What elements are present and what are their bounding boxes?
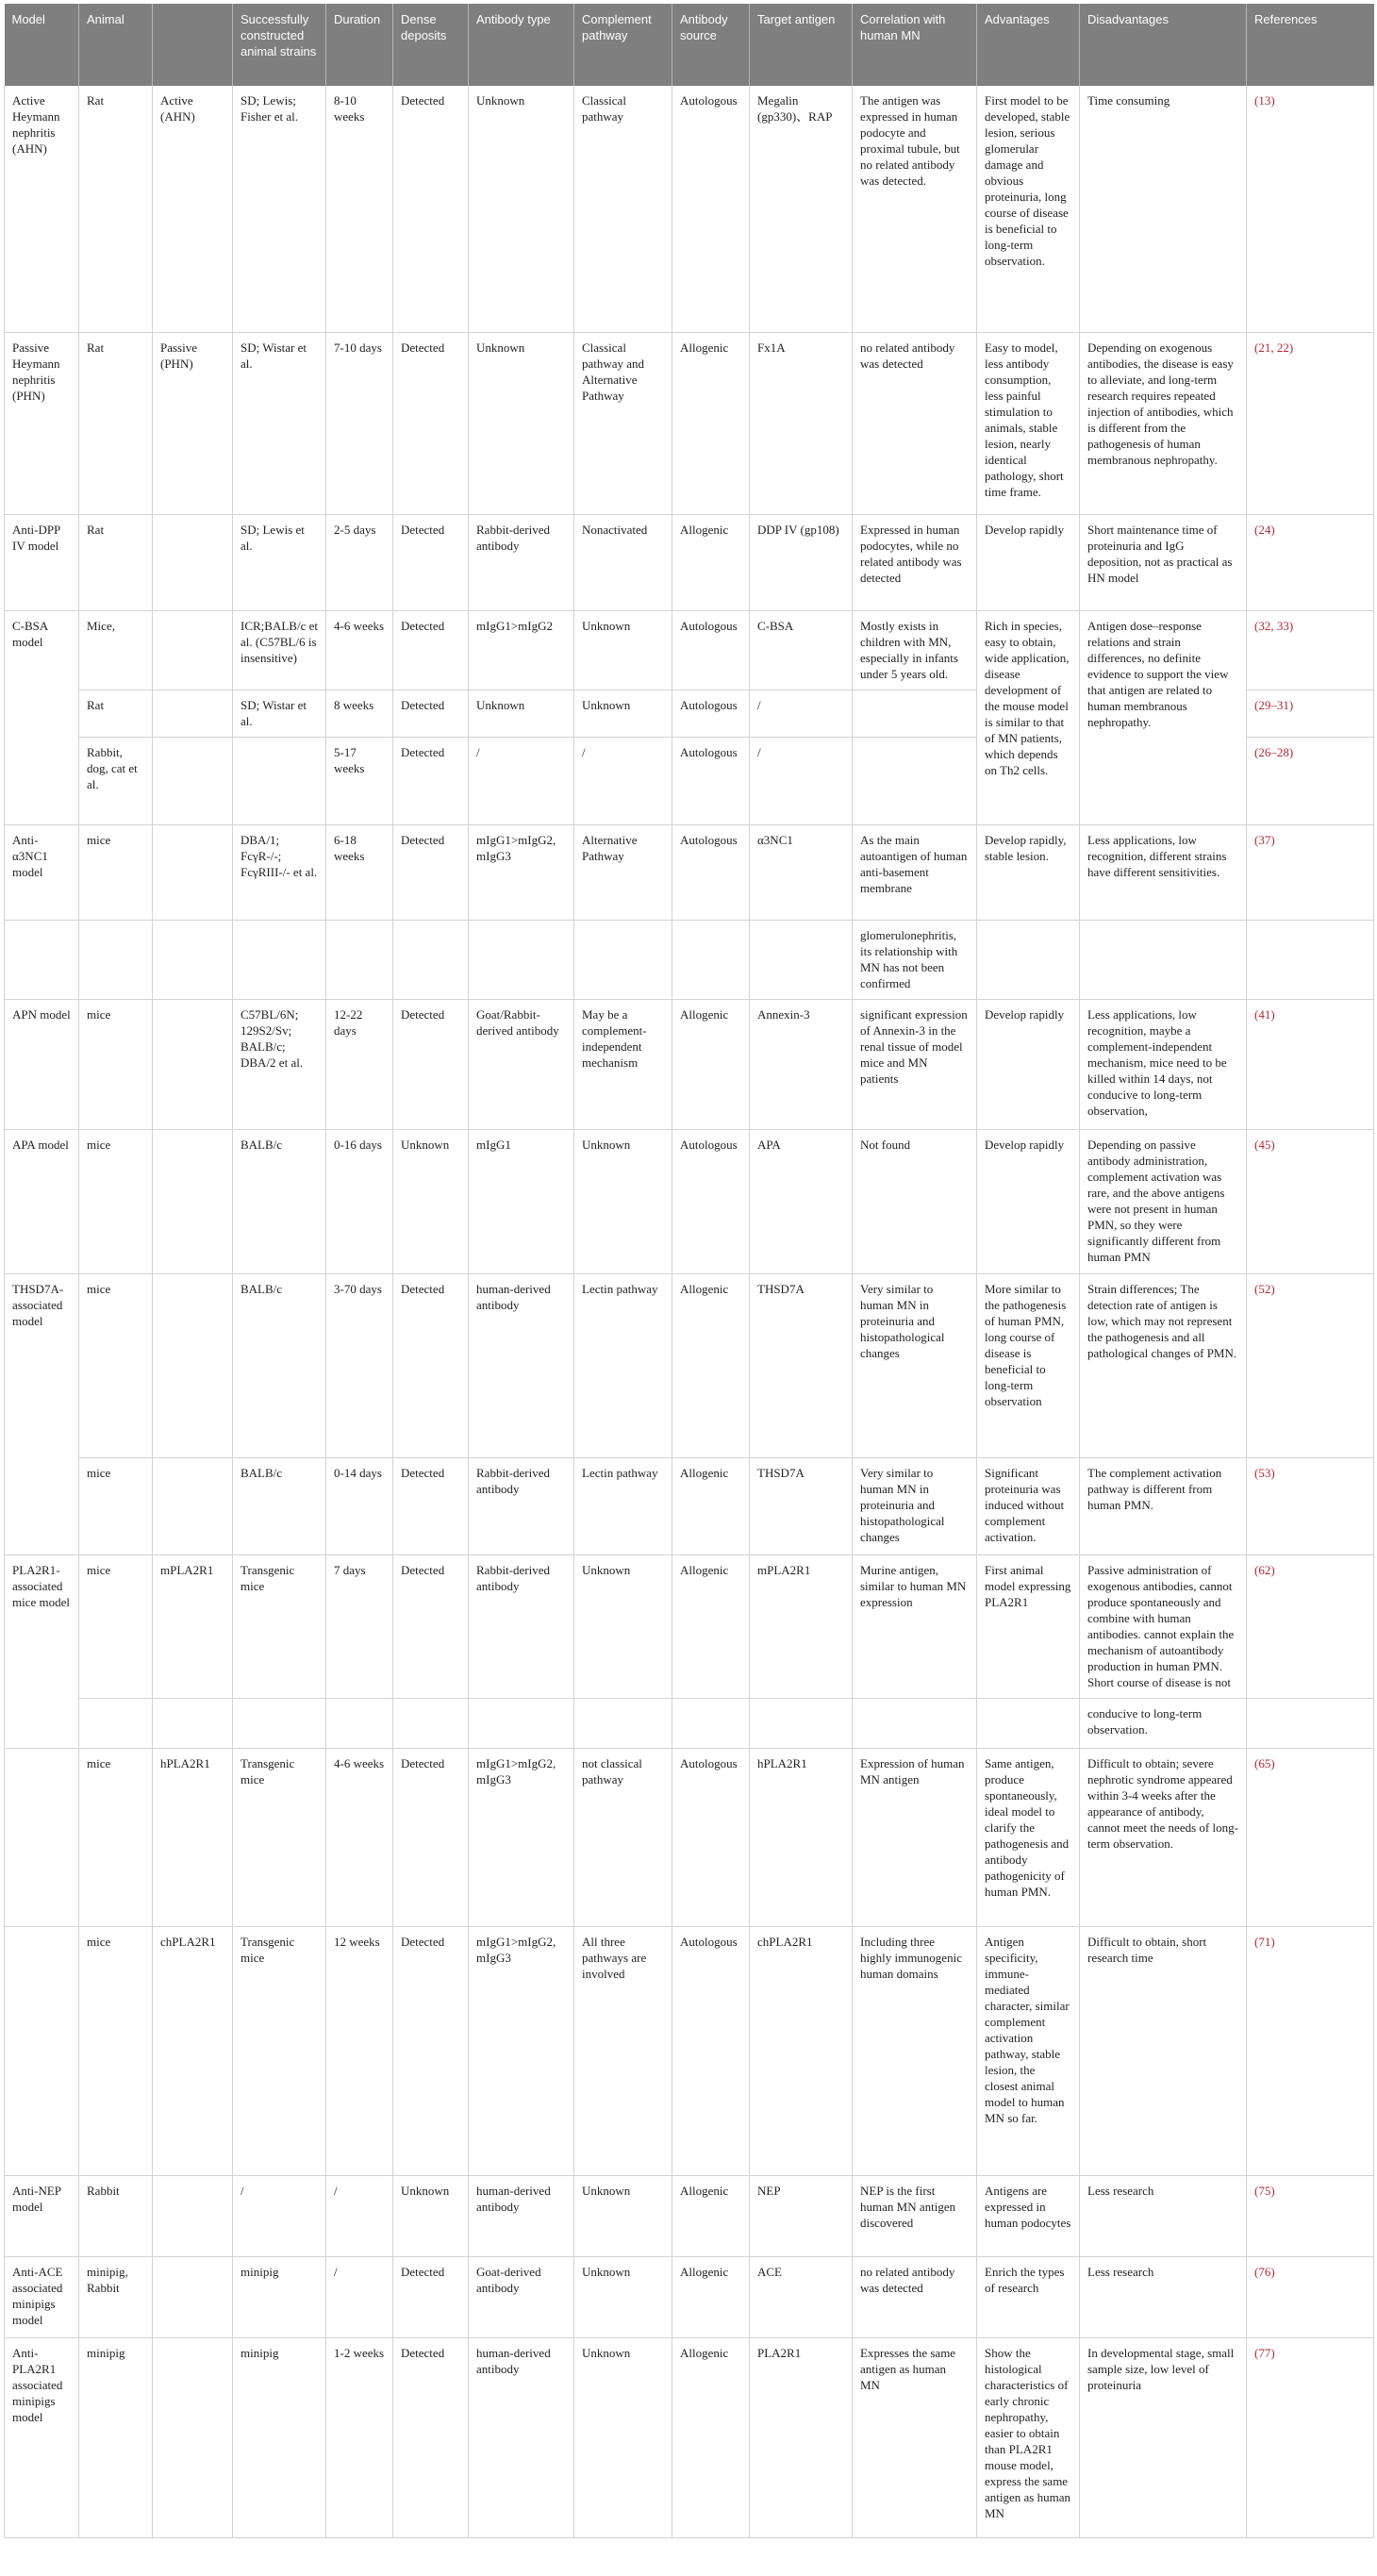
table-cell	[153, 2175, 233, 2256]
table-cell: significant expression of Annexin-3 in the renal tissue of model mice and MN patients	[853, 999, 977, 1129]
table-cell: mice	[79, 1457, 153, 1554]
table-cell: Autologous	[672, 610, 750, 690]
table-cell: Allogenic	[672, 332, 750, 514]
table-cell: May be a complement-independent mechanism	[574, 999, 672, 1129]
table-cell	[574, 920, 672, 999]
table-cell: /	[750, 737, 853, 824]
table-cell: Depending on passive antibody administration, complement activation was rare, and the above antigens were not present in human PMN, so they were significantly different from human PMN	[1080, 1129, 1247, 1273]
header-row	[5, 4, 1374, 86]
table-cell: mIgG1	[469, 1129, 574, 1273]
table-cell	[153, 2337, 233, 2537]
table-cell: Passive (PHN)	[153, 332, 233, 514]
table-cell: 2-5 days	[326, 514, 393, 610]
table-cell: Expression of human MN antigen	[853, 1748, 977, 1926]
table-cell: Short maintenance time of proteinuria and IgG deposition, not as practical as HN model	[1080, 514, 1247, 610]
reference-cell: (52)	[1247, 1273, 1374, 1457]
col-header-strains: Successfully constructed animal strains	[233, 4, 326, 86]
table-cell: The antigen was expressed in human podocyte and proximal tubule, but no related antibody was detected.	[853, 86, 977, 332]
table-cell: mice	[79, 824, 153, 920]
table-cell: mice	[79, 1748, 153, 1926]
table-cell: Antigen specificity, immune-mediated character, similar complement activation pathway, stable lesion, the closest animal model to human MN so far.	[977, 1926, 1080, 2175]
table-cell: Less applications, low recognition, different strains have different sensitivities.	[1080, 824, 1247, 920]
table-cell	[153, 824, 233, 920]
table-cell: The complement activation pathway is different from human PMN.	[1080, 1457, 1247, 1554]
table-cell: Active (AHN)	[153, 86, 233, 332]
table-cell	[5, 1748, 79, 1926]
table-cell: Rabbit, dog, cat et al.	[79, 737, 153, 824]
table-cell: 4-6 weeks	[326, 610, 393, 690]
table-row	[5, 1554, 1374, 1698]
table-cell: BALB/c	[233, 1273, 326, 1457]
table-cell: minipig	[79, 2337, 153, 2537]
table-cell: Antigen dose–response relations and strain differences, no definite evidence to support the view that antigen are related to human membranous nephropathy.	[1080, 610, 1247, 824]
table-cell: C57BL/6N; 129S2/Sv; BALB/c; DBA/2 et al.	[233, 999, 326, 1129]
table-cell: Mostly exists in children with MN, especially in infants under 5 years old.	[853, 610, 977, 690]
table-cell: mIgG1>mIgG2, mIgG3	[469, 1748, 574, 1926]
table-cell: Rabbit-derived antibody	[469, 514, 574, 610]
table-cell: Nonactivated	[574, 514, 672, 610]
reference-cell: (29–31)	[1247, 690, 1374, 737]
table-cell	[393, 920, 469, 999]
table-cell	[153, 999, 233, 1129]
table-cell: no related antibody was detected	[853, 2256, 977, 2337]
reference-cell: (37)	[1247, 824, 1374, 920]
table-cell: Autologous	[672, 1748, 750, 1926]
table-cell: Detected	[393, 2256, 469, 2337]
table-cell: Difficult to obtain, short research time	[1080, 1926, 1247, 2175]
reference-cell: (71)	[1247, 1926, 1374, 2175]
table-cell: Detected	[393, 690, 469, 737]
table-cell: Detected	[393, 2337, 469, 2537]
table-cell	[153, 2256, 233, 2337]
table-cell: minipig, Rabbit	[79, 2256, 153, 2337]
reference-cell: (77)	[1247, 2337, 1374, 2537]
table-cell: Very similar to human MN in proteinuria and histopathological changes	[853, 1457, 977, 1554]
table-row	[5, 824, 1374, 920]
table-cell: Rich in species, easy to obtain, wide application, disease development of the mouse model is similar to that of MN patients, which depends on Th2 cells.	[977, 610, 1080, 824]
col-header-animal: Animal	[79, 4, 153, 86]
table-cell: Antigens are expressed in human podocytes	[977, 2175, 1080, 2256]
table-body	[5, 86, 1374, 2537]
table-cell: Passive Heymann nephritis (PHN)	[5, 332, 79, 514]
table-cell: Lectin pathway	[574, 1273, 672, 1457]
table-cell: APA	[750, 1129, 853, 1273]
col-header-references: References	[1247, 4, 1374, 86]
table-cell: Less research	[1080, 2256, 1247, 2337]
table-cell	[5, 920, 79, 999]
table-row	[5, 2175, 1374, 2256]
table-cell: human-derived antibody	[469, 2175, 574, 2256]
table-cell: Detected	[393, 332, 469, 514]
table-cell: Detected	[393, 1554, 469, 1698]
table-cell: THSD7A	[750, 1457, 853, 1554]
table-cell: Allogenic	[672, 1273, 750, 1457]
table-row	[5, 1129, 1374, 1273]
table-row	[5, 1457, 1374, 1554]
table-row	[5, 1698, 1374, 1748]
table-cell: mPLA2R1	[750, 1554, 853, 1698]
table-cell: Unknown	[469, 690, 574, 737]
animal-models-table	[4, 4, 1374, 2538]
table-cell: NEP is the first human MN antigen discovered	[853, 2175, 977, 2256]
table-cell: SD; Wistar et al.	[233, 690, 326, 737]
table-cell	[750, 1698, 853, 1748]
table-cell	[574, 1698, 672, 1748]
table-cell: Unknown	[574, 690, 672, 737]
table-cell	[153, 1457, 233, 1554]
table-cell: First animal model expressing PLA2R1	[977, 1554, 1080, 1698]
table-cell: Develop rapidly, stable lesion.	[977, 824, 1080, 920]
table-cell: Including three highly immunogenic human domains	[853, 1926, 977, 2175]
reference-cell: (75)	[1247, 2175, 1374, 2256]
table-cell: Unknown	[574, 2337, 672, 2537]
table-cell: Anti-PLA2R1 associated minipigs model	[5, 2337, 79, 2537]
table-cell: PLA2R1	[750, 2337, 853, 2537]
table-cell: SD; Lewis; Fisher et al.	[233, 86, 326, 332]
table-cell: BALB/c	[233, 1129, 326, 1273]
table-cell	[1247, 920, 1374, 999]
table-cell: 7-10 days	[326, 332, 393, 514]
table-cell: Allogenic	[672, 2175, 750, 2256]
reference-cell: (21, 22)	[1247, 332, 1374, 514]
table-cell	[153, 690, 233, 737]
table-cell: 4-6 weeks	[326, 1748, 393, 1926]
table-cell: Murine antigen, similar to human MN expression	[853, 1554, 977, 1698]
table-cell	[233, 1698, 326, 1748]
table-cell: Allogenic	[672, 1554, 750, 1698]
table-cell: Unknown	[469, 332, 574, 514]
table-cell	[672, 1698, 750, 1748]
table-cell: Allogenic	[672, 514, 750, 610]
table-cell: /	[233, 2175, 326, 2256]
table-row	[5, 2337, 1374, 2537]
reference-cell: (76)	[1247, 2256, 1374, 2337]
table-cell: human-derived antibody	[469, 1273, 574, 1457]
table-cell: Develop rapidly	[977, 514, 1080, 610]
table-cell	[79, 1698, 153, 1748]
table-cell: Unknown	[393, 2175, 469, 2256]
table-cell: Rabbit-derived antibody	[469, 1554, 574, 1698]
table-cell: All three pathways are involved	[574, 1926, 672, 2175]
table-cell: Autologous	[672, 1129, 750, 1273]
table-cell	[326, 1698, 393, 1748]
col-header-model: Model	[5, 4, 79, 86]
table-cell: SD; Wistar et al.	[233, 332, 326, 514]
table-cell: Not found	[853, 1129, 977, 1273]
table-cell	[853, 690, 977, 737]
reference-cell: (26–28)	[1247, 737, 1374, 824]
table-cell: 8-10 weeks	[326, 86, 393, 332]
table-cell: mice	[79, 1554, 153, 1698]
table-cell: Transgenic mice	[233, 1926, 326, 2175]
table-cell: Autologous	[672, 1926, 750, 2175]
table-cell: 5-17 weeks	[326, 737, 393, 824]
table-cell: minipig	[233, 2256, 326, 2337]
table-cell: /	[469, 737, 574, 824]
table-cell: Significant proteinuria was induced without complement activation.	[977, 1457, 1080, 1554]
table-row	[5, 999, 1374, 1129]
col-header-complement-pathway: Complement pathway	[574, 4, 672, 86]
table-cell: α3NC1	[750, 824, 853, 920]
table-cell: Rat	[79, 332, 153, 514]
col-header-variant	[153, 4, 233, 86]
table-cell: Same antigen, produce spontaneously, ideal model to clarify the pathogenesis and antibody pathogenicity of human PMN.	[977, 1748, 1080, 1926]
table-cell: Rat	[79, 690, 153, 737]
table-cell: /	[574, 737, 672, 824]
col-header-correlation: Correlation with human MN	[853, 4, 977, 86]
table-cell: Autologous	[672, 737, 750, 824]
table-cell: Depending on exogenous antibodies, the disease is easy to alleviate, and long-term research requires repeated injection of antibodies, which is different from the pathogenesis of human membranous nephropathy.	[1080, 332, 1247, 514]
reference-cell: (62)	[1247, 1554, 1374, 1698]
table-cell	[233, 737, 326, 824]
reference-cell: (13)	[1247, 86, 1374, 332]
table-cell: Enrich the types of research	[977, 2256, 1080, 2337]
table-cell: Passive administration of exogenous antibodies, cannot produce spontaneously and combine with human antibodies. cannot explain the mechanism of autoantibody production in human PMN. Short course of disease is not	[1080, 1554, 1247, 1698]
table-cell: Anti-NEP model	[5, 2175, 79, 2256]
table-cell: Rat	[79, 86, 153, 332]
table-cell	[853, 1698, 977, 1748]
table-cell: Anti-α3NC1 model	[5, 824, 79, 920]
table-cell: Very similar to human MN in proteinuria and histopathological changes	[853, 1273, 977, 1457]
table-cell	[153, 610, 233, 690]
table-cell: ACE	[750, 2256, 853, 2337]
table-cell: Unknown	[574, 2256, 672, 2337]
col-header-advantages: Advantages	[977, 4, 1080, 86]
table-cell: Difficult to obtain; severe nephrotic syndrome appeared within 3-4 weeks after the appearance of antibody, cannot meet the needs of long-term observation.	[1080, 1748, 1247, 1926]
table-cell: Fx1A	[750, 332, 853, 514]
table-cell: 8 weeks	[326, 690, 393, 737]
table-cell: /	[326, 2175, 393, 2256]
table-cell	[672, 920, 750, 999]
table-cell	[153, 737, 233, 824]
table-cell	[153, 1698, 233, 1748]
table-cell: hPLA2R1	[750, 1748, 853, 1926]
table-row	[5, 920, 1374, 999]
table-cell: Detected	[393, 824, 469, 920]
table-cell: mPLA2R1	[153, 1554, 233, 1698]
table-cell: mice	[79, 999, 153, 1129]
table-cell: In developmental stage, small sample size, low level of proteinuria	[1080, 2337, 1247, 2537]
table-cell: 3-70 days	[326, 1273, 393, 1457]
table-cell: mice	[79, 1926, 153, 2175]
table-cell: Show the histological characteristics of early chronic nephropathy, easier to obtain than PLA2R1 mouse model, express the same antigen as human MN	[977, 2337, 1080, 2537]
table-cell: Detected	[393, 1273, 469, 1457]
table-cell: Classical pathway and Alternative Pathway	[574, 332, 672, 514]
table-cell: Expresses the same antigen as human MN	[853, 2337, 977, 2537]
table-cell: 1-2 weeks	[326, 2337, 393, 2537]
table-cell: Unknown	[574, 2175, 672, 2256]
table-cell: Less applications, low recognition, maybe a complement-independent mechanism, mice need to be killed within 14 days, not conducive to long-term observation,	[1080, 999, 1247, 1129]
table-cell: 6-18 weeks	[326, 824, 393, 920]
table-cell	[153, 1273, 233, 1457]
col-header-antibody-type: Antibody type	[469, 4, 574, 86]
table-cell: 0-16 days	[326, 1129, 393, 1273]
table-cell: Detected	[393, 1457, 469, 1554]
table-cell: 12-22 days	[326, 999, 393, 1129]
table-row	[5, 610, 1374, 690]
table-row	[5, 1273, 1374, 1457]
table-cell	[153, 1129, 233, 1273]
table-cell: DBA/1; FcγR-/-; FcγRIII-/- et al.	[233, 824, 326, 920]
table-cell: conducive to long-term observation.	[1080, 1698, 1247, 1748]
table-cell: Detected	[393, 86, 469, 332]
table-cell: chPLA2R1	[153, 1926, 233, 2175]
table-cell: Active Heymann nephritis (AHN)	[5, 86, 79, 332]
table-cell: Strain differences; The detection rate of antigen is low, which may not represent the pathogenesis and all pathological changes of PMN.	[1080, 1273, 1247, 1457]
table-cell: NEP	[750, 2175, 853, 2256]
table-row	[5, 332, 1374, 514]
table-cell: Unknown	[393, 1129, 469, 1273]
table-cell: Goat-derived antibody	[469, 2256, 574, 2337]
table-cell: 12 weeks	[326, 1926, 393, 2175]
table-cell	[1080, 920, 1247, 999]
table-cell: 0-14 days	[326, 1457, 393, 1554]
table-cell: THSD7A-associated model	[5, 1273, 79, 1554]
table-cell	[977, 920, 1080, 999]
table-cell: chPLA2R1	[750, 1926, 853, 2175]
col-header-antibody-source: Antibody source	[672, 4, 750, 86]
table-cell: Allogenic	[672, 1457, 750, 1554]
table-cell	[153, 514, 233, 610]
table-cell: Detected	[393, 1926, 469, 2175]
table-cell: no related antibody was detected	[853, 332, 977, 514]
table-cell: Transgenic mice	[233, 1554, 326, 1698]
table-cell: Classical pathway	[574, 86, 672, 332]
table-cell: Transgenic mice	[233, 1748, 326, 1926]
table-cell: More similar to the pathogenesis of human PMN, long course of disease is beneficial to long-term observation	[977, 1273, 1080, 1457]
table-cell	[1247, 1698, 1374, 1748]
table-cell	[853, 737, 977, 824]
table-cell: Annexin-3	[750, 999, 853, 1129]
table-row	[5, 1748, 1374, 1926]
table-cell: mice	[79, 1273, 153, 1457]
table-cell: Allogenic	[672, 2256, 750, 2337]
table-cell: mIgG1>mIgG2, mIgG3	[469, 1926, 574, 2175]
table-cell: Alternative Pathway	[574, 824, 672, 920]
table-cell: Rat	[79, 514, 153, 610]
table-cell	[977, 1698, 1080, 1748]
table-cell	[233, 920, 326, 999]
col-header-dense-deposits: Dense deposits	[393, 4, 469, 86]
table-cell: First model to be developed, stable lesion, serious glomerular damage and obvious proteinuria, long course of disease is beneficial to long-term observation.	[977, 86, 1080, 332]
table-cell: SD; Lewis et al.	[233, 514, 326, 610]
table-cell: mice	[79, 1129, 153, 1273]
table-cell: BALB/c	[233, 1457, 326, 1554]
table-cell: C-BSA model	[5, 610, 79, 824]
table-cell: Detected	[393, 514, 469, 610]
table-cell: Autologous	[672, 824, 750, 920]
table-cell: mIgG1>mIgG2	[469, 610, 574, 690]
table-cell: Detected	[393, 737, 469, 824]
table-cell: not classical pathway	[574, 1748, 672, 1926]
table-cell: Rabbit-derived antibody	[469, 1457, 574, 1554]
table-row	[5, 514, 1374, 610]
table-cell: glomerulonephritis, its relationship with MN has not been confirmed	[853, 920, 977, 999]
reference-cell: (24)	[1247, 514, 1374, 610]
table-cell: Goat/Rabbit-derived antibody	[469, 999, 574, 1129]
table-cell: Autologous	[672, 690, 750, 737]
table-row	[5, 2256, 1374, 2337]
table-cell: /	[326, 2256, 393, 2337]
table-cell: As the main autoantigen of human anti-basement membrane	[853, 824, 977, 920]
table-cell: Lectin pathway	[574, 1457, 672, 1554]
table-cell: minipig	[233, 2337, 326, 2537]
table-cell: PLA2R1-associated mice model	[5, 1554, 79, 1748]
table-cell: Time consuming	[1080, 86, 1247, 332]
table-row	[5, 1926, 1374, 2175]
table-cell: ICR;BALB/c et al. (C57BL/6 is insensitive)	[233, 610, 326, 690]
reference-cell: (53)	[1247, 1457, 1374, 1554]
table-cell: Mice,	[79, 610, 153, 690]
table-cell: mIgG1>mIgG2, mIgG3	[469, 824, 574, 920]
table-cell	[79, 920, 153, 999]
table-cell: THSD7A	[750, 1273, 853, 1457]
table-cell: Easy to model, less antibody consumption, less painful stimulation to animals, stable lesion, nearly identical pathology, short time frame.	[977, 332, 1080, 514]
table-cell	[750, 920, 853, 999]
table-cell: 7 days	[326, 1554, 393, 1698]
table-cell: Anti-DPP IV model	[5, 514, 79, 610]
reference-cell: (41)	[1247, 999, 1374, 1129]
table-cell: Unknown	[574, 1129, 672, 1273]
table-row	[5, 86, 1374, 332]
table-cell	[153, 920, 233, 999]
table-cell: Detected	[393, 1748, 469, 1926]
table-cell: Expressed in human podocytes, while no related antibody was detected	[853, 514, 977, 610]
table-cell	[326, 920, 393, 999]
table-cell: human-derived antibody	[469, 2337, 574, 2537]
table-cell: Rabbit	[79, 2175, 153, 2256]
table-cell: Develop rapidly	[977, 999, 1080, 1129]
table-cell: Less research	[1080, 2175, 1247, 2256]
reference-cell: (32, 33)	[1247, 610, 1374, 690]
table-cell: Autologous	[672, 86, 750, 332]
col-header-duration: Duration	[326, 4, 393, 86]
table-cell	[5, 1926, 79, 2175]
table-cell: /	[750, 690, 853, 737]
table-cell: APA model	[5, 1129, 79, 1273]
table-cell: Unknown	[574, 1554, 672, 1698]
reference-cell: (45)	[1247, 1129, 1374, 1273]
table-cell: C-BSA	[750, 610, 853, 690]
table-cell: DDP IV (gp108)	[750, 514, 853, 610]
table-cell	[469, 920, 574, 999]
table-cell: Develop rapidly	[977, 1129, 1080, 1273]
table-cell: Allogenic	[672, 999, 750, 1129]
table-cell: hPLA2R1	[153, 1748, 233, 1926]
table-cell: APN model	[5, 999, 79, 1129]
col-header-target-antigen: Target antigen	[750, 4, 853, 86]
reference-cell: (65)	[1247, 1748, 1374, 1926]
table-cell: Unknown	[469, 86, 574, 332]
table-cell	[393, 1698, 469, 1748]
col-header-disadvantages: Disadvantages	[1080, 4, 1247, 86]
table-cell: Anti-ACE associated minipigs model	[5, 2256, 79, 2337]
table-cell: Megalin (gp330)、RAP	[750, 86, 853, 332]
table-cell: Allogenic	[672, 2337, 750, 2537]
table-cell: Unknown	[574, 610, 672, 690]
table-cell	[469, 1698, 574, 1748]
table-cell: Detected	[393, 610, 469, 690]
table-cell: Detected	[393, 999, 469, 1129]
